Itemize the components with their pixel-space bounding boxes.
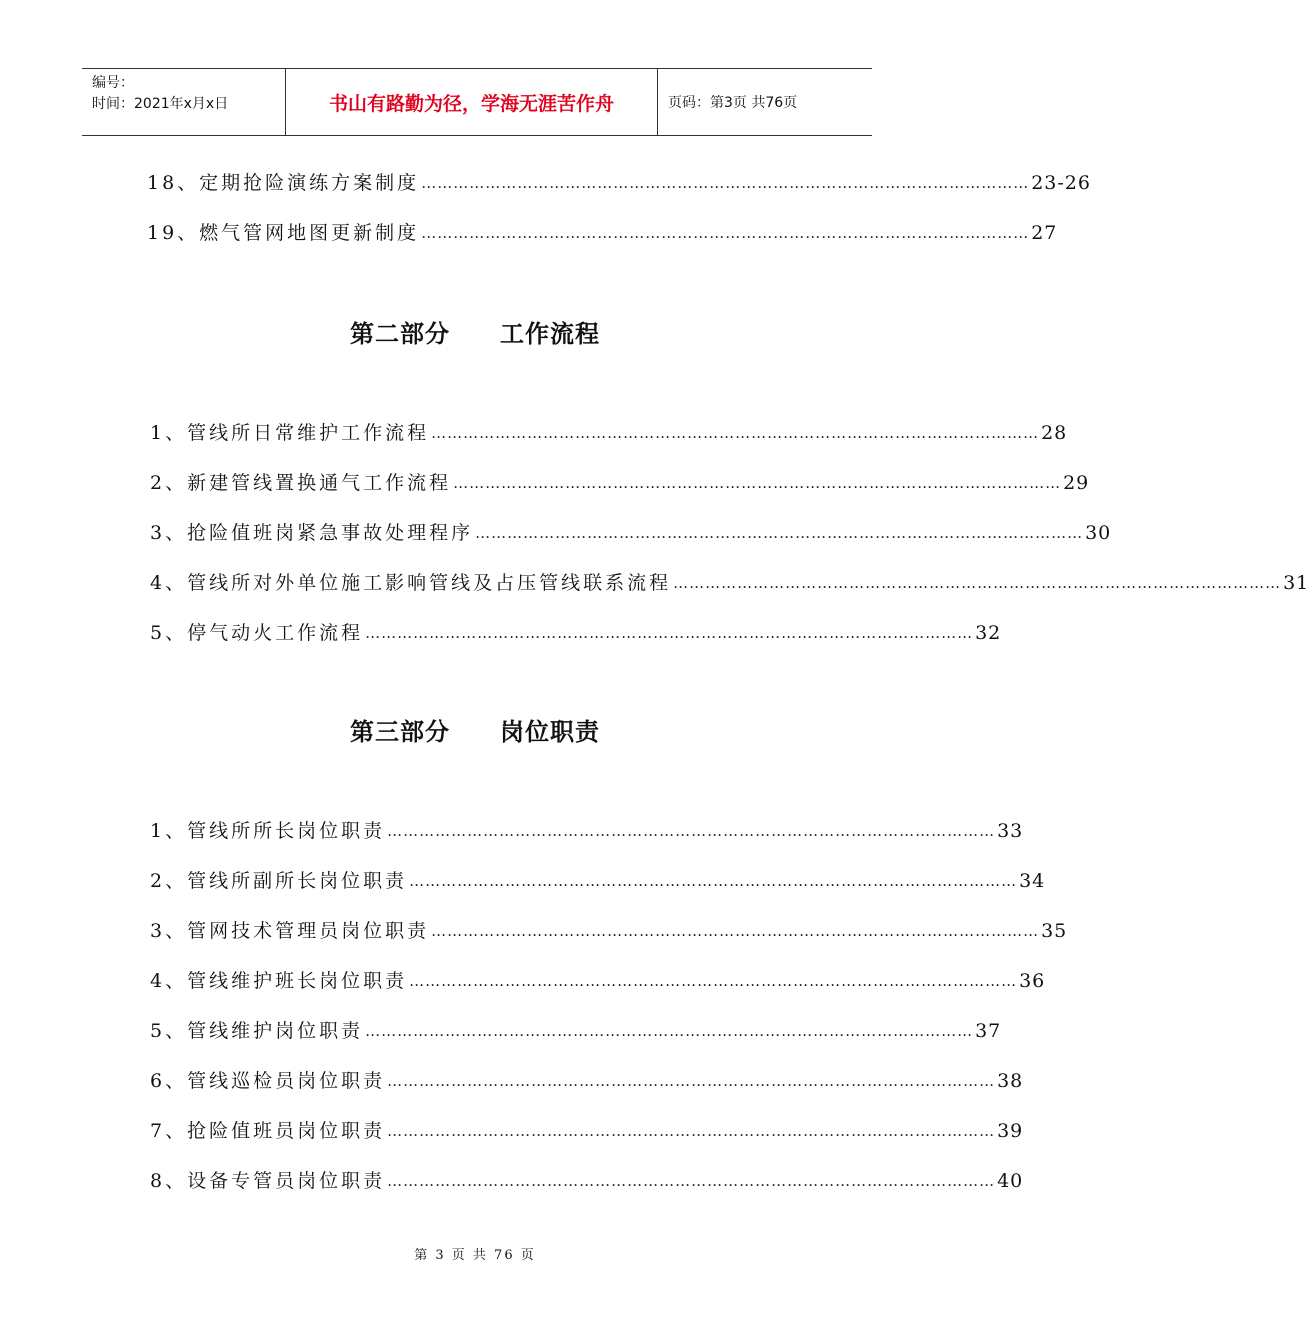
toc-entry[interactable] [150, 568, 1309, 598]
toc-entry-title: 7、抢险值班员岗位职责 [150, 1120, 386, 1142]
toc-leader-dots: …………………………………………………………………………………………………… [431, 424, 1040, 442]
toc-leader-dots: …………………………………………………………………………………………………… [409, 972, 1018, 990]
toc-entry-page: 37 [975, 1020, 1002, 1042]
document-date-label: 时间：2021年x月x日 [92, 96, 229, 112]
toc-entry-page: 23-26 [1031, 172, 1091, 194]
toc-entry-page: 34 [1019, 870, 1046, 892]
toc-leader-dots: …………………………………………………………………………………………………… [387, 1172, 996, 1190]
toc-entry-title: 4、管线维护班长岗位职责 [150, 970, 408, 992]
section-part-label: 第二部分 [350, 320, 450, 348]
section-heading-part3 [0, 715, 950, 749]
toc-leader-dots: …………………………………………………………………………………………………… [365, 624, 974, 642]
toc-entry-title: 18、定期抢险演练方案制度 [147, 172, 420, 194]
header-info-cell [82, 69, 285, 135]
toc-leader-dots: …………………………………………………………………………………………………… [409, 872, 1018, 890]
toc-entry[interactable] [150, 1066, 1024, 1096]
toc-entry[interactable] [150, 916, 1068, 946]
toc-entry-page: 40 [997, 1170, 1024, 1192]
toc-entry[interactable] [150, 866, 1046, 896]
toc-leader-dots: …………………………………………………………………………………………………… [365, 1022, 974, 1040]
toc-leader-dots: …………………………………………………………………………………………………… [475, 524, 1084, 542]
section-heading-part2 [0, 317, 950, 351]
page-header [82, 68, 872, 136]
toc-entry-page: 39 [997, 1120, 1024, 1142]
toc-leader-dots: …………………………………………………………………………………………………… [387, 1122, 996, 1140]
toc-leader-dots: …………………………………………………………………………………………………… [387, 1072, 996, 1090]
toc-entry[interactable] [150, 518, 1112, 548]
toc-entry[interactable] [150, 1016, 1002, 1046]
toc-entry[interactable] [150, 618, 1002, 648]
toc-entry-page: 31 [1283, 572, 1309, 594]
toc-entry-title: 3、抢险值班岗紧急事故处理程序 [150, 522, 474, 544]
toc-entry-page: 27 [1031, 222, 1058, 244]
header-page-cell [658, 69, 872, 135]
page-footer: 第 3 页 共 76 页 [414, 1248, 536, 1263]
header-slogan: 书山有路勤为径，学海无涯苦作舟 [328, 92, 614, 115]
toc-leader-dots: …………………………………………………………………………………………………… [431, 922, 1040, 940]
toc-entry-page: 29 [1063, 472, 1090, 494]
header-page-info: 页码：第3页 共76页 [668, 95, 798, 111]
toc-entry-title: 5、停气动火工作流程 [150, 622, 364, 644]
header-slogan-cell [285, 69, 658, 135]
toc-entry[interactable] [150, 1116, 1024, 1146]
toc-entry-title: 5、管线维护岗位职责 [150, 1020, 364, 1042]
toc-leader-dots: …………………………………………………………………………………………………… [421, 174, 1030, 192]
toc-entry[interactable] [147, 168, 1091, 198]
toc-entry-page: 28 [1041, 422, 1068, 444]
toc-entry-title: 2、新建管线置换通气工作流程 [150, 472, 452, 494]
toc-entry-page: 36 [1019, 970, 1046, 992]
toc-entry-title: 19、燃气管网地图更新制度 [147, 222, 420, 244]
toc-entry-title: 1、管线所日常维护工作流程 [150, 422, 430, 444]
toc-leader-dots: …………………………………………………………………………………………………… [453, 474, 1062, 492]
toc-entry-title: 4、管线所对外单位施工影响管线及占压管线联系流程 [150, 572, 672, 594]
toc-leader-dots: …………………………………………………………………………………………………… [387, 822, 996, 840]
toc-entry[interactable] [150, 816, 1024, 846]
toc-entry-page: 30 [1085, 522, 1112, 544]
toc-entry-title: 1、管线所所长岗位职责 [150, 820, 386, 842]
toc-entry[interactable] [150, 418, 1068, 448]
toc-entry-page: 32 [975, 622, 1002, 644]
document-number-label: 编号： [92, 75, 134, 91]
toc-leader-dots: …………………………………………………………………………………………………… [421, 224, 1030, 242]
toc-leader-dots: …………………………………………………………………………………………………… [673, 574, 1282, 592]
toc-entry-title: 2、管线所副所长岗位职责 [150, 870, 408, 892]
toc-entry-page: 35 [1041, 920, 1068, 942]
toc-entry[interactable] [150, 1166, 1024, 1196]
toc-entry-title: 8、设备专管员岗位职责 [150, 1170, 386, 1192]
toc-entry-title: 6、管线巡检员岗位职责 [150, 1070, 386, 1092]
toc-entry-page: 38 [997, 1070, 1024, 1092]
toc-entry[interactable] [150, 468, 1090, 498]
toc-entry-page: 33 [997, 820, 1024, 842]
toc-entry-title: 3、管网技术管理员岗位职责 [150, 920, 430, 942]
section-title: 工作流程 [500, 320, 600, 348]
toc-entry[interactable] [150, 966, 1046, 996]
section-part-label: 第三部分 [350, 718, 450, 746]
section-title: 岗位职责 [500, 718, 600, 746]
toc-entry[interactable] [147, 218, 1058, 248]
